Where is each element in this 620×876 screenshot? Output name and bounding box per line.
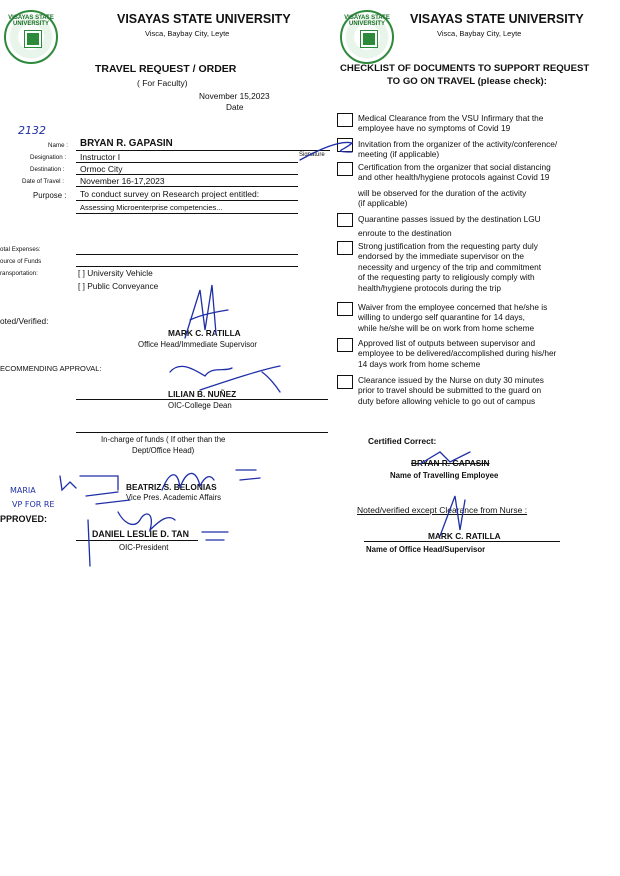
president-name: DANIEL LESLIE D. TAN	[92, 529, 189, 539]
supervisor-name: MARK C. RATILLA	[168, 328, 241, 338]
traveller-title: Name of Travelling Employee	[390, 471, 499, 480]
handwritten-note-vp-date	[202, 470, 260, 540]
certified-correct-label: Certified Correct:	[368, 436, 437, 446]
in-charge-line-1: In-charge of funds ( If other than the	[101, 435, 226, 444]
checklist-title-line-1: CHECKLIST OF DOCUMENTS TO SUPPORT REQUEST	[340, 63, 590, 74]
recommending-approval-label: ECOMMENDING APPROVAL:	[0, 364, 102, 373]
purpose-label: Purpose :	[33, 191, 67, 200]
total-expenses-label: otal Expenses:	[0, 246, 41, 253]
office-head-name: MARK C. RATILLA	[428, 531, 501, 541]
checklist-item-4: Quarantine passes issued by the destination LGU enroute to the destination	[358, 214, 541, 239]
signature-tan	[88, 512, 175, 566]
designation-value: Instructor I	[80, 152, 121, 162]
signature-gapasin	[300, 142, 352, 160]
transport-option-university-vehicle: [ ] University Vehicle	[78, 268, 153, 278]
designation-label: Designation :	[30, 154, 67, 161]
checklist-item-3: Certification from the organizer that social distancing and other health/hygiene protocols against Covid 19 will be observed for the duration of the activity (if applicable)	[358, 162, 551, 209]
handwritten-note-2: VP FOR RE	[12, 500, 55, 509]
source-of-funds-label: ource of Funds	[0, 258, 42, 265]
request-date: November 15,2023	[199, 91, 270, 101]
university-seal-left: VISAYAS STATE UNIVERSITY	[4, 10, 58, 64]
date-of-travel-label: Date of Travel :	[22, 178, 64, 185]
university-name-right: VISAYAS STATE UNIVERSITY	[410, 12, 584, 26]
date-of-travel-value: November 16-17,2023	[80, 176, 165, 186]
dean-name: LILIAN B. NUÑEZ	[168, 389, 237, 399]
dean-title: OIC-College Dean	[168, 401, 232, 410]
name-label: Name :	[48, 142, 68, 149]
supervisor-title: Office Head/Immediate Supervisor	[138, 340, 258, 349]
signature-belonias	[162, 473, 214, 490]
name-value: BRYAN R. GAPASIN	[80, 138, 173, 149]
noted-verified-label: oted/Verified:	[0, 316, 49, 326]
purpose-line-1: To conduct survey on Research project entitled:	[80, 189, 260, 199]
form-title: TRAVEL REQUEST / ORDER	[95, 63, 237, 75]
signature-gapasin-right	[420, 452, 470, 464]
vp-name: BEATRIZ S. BELONIAS	[126, 482, 217, 492]
destination-label: Destination :	[30, 166, 65, 173]
handwritten-note-maria	[60, 476, 130, 504]
checklist-item-6: Waiver from the employee concerned that he/she is willing to undergo self quarantine for 14 days, while he/she will be on work from home scheme	[358, 302, 548, 333]
checklist-item-8: Clearance issued by the Nurse on duty 30 minutes prior to travel should be submitted to the guard on duty before allowing vehicle to go out of campus	[358, 375, 544, 406]
checklist-item-2: Invitation from the organizer of the activity/conference/ meeting (if applicable)	[358, 139, 558, 160]
checklist-item-5: Strong justification from the requesting party duly endorsed by the immediate supervisor on the necessity and urgency of the trip and commitment of the requesting party to religiously comply with health/hygiene protocols during the trip	[358, 241, 542, 293]
date-label: Date	[226, 102, 244, 112]
signature-ratilla-right	[440, 496, 465, 536]
signature-ratilla	[185, 285, 228, 338]
noted-clearance-label: Noted/verified except Clearance from Nurse :	[357, 505, 528, 515]
checklist-title-line-2: TO GO ON TRAVEL (please check):	[387, 76, 547, 87]
destination-value: Ormoc City	[80, 164, 123, 174]
form-subtitle: ( For Faculty)	[137, 78, 188, 88]
transport-option-public-conveyance: [ ] Public Conveyance	[78, 281, 159, 291]
university-seal-right: VISAYAS STATE UNIVERSITY	[340, 10, 394, 64]
handwritten-note-1: MARIA	[10, 486, 36, 495]
approved-label: PPROVED:	[0, 514, 48, 524]
president-title: OIC-President	[119, 543, 169, 552]
university-address-left: Visca, Baybay City, Leyte	[145, 29, 230, 38]
office-head-title: Name of Office Head/Supervisor	[366, 545, 486, 554]
signature-nunez	[170, 366, 280, 392]
university-address-right: Visca, Baybay City, Leyte	[437, 29, 522, 38]
traveller-name: BRYAN R. GAPASIN	[411, 458, 490, 468]
university-name-left: VISAYAS STATE UNIVERSITY	[117, 12, 291, 26]
handwritten-number: 2132	[18, 124, 46, 137]
checklist-item-7: Approved list of outputs between supervisor and employee to be delivered/accomplished during his/her 14 days work from home scheme	[358, 338, 557, 369]
vp-title: Vice Pres. Academic Affairs	[126, 493, 222, 502]
signature-label: Signature	[299, 152, 325, 158]
purpose-line-2: Assessing Microenterprise competencies...	[80, 203, 223, 212]
transportation-label: ransportation:	[0, 270, 38, 277]
checklist-item-1: Medical Clearance from the VSU Infirmary that the employee have no symptoms of Covid 19	[358, 113, 544, 134]
in-charge-line-2: Dept/Office Head)	[132, 446, 195, 455]
